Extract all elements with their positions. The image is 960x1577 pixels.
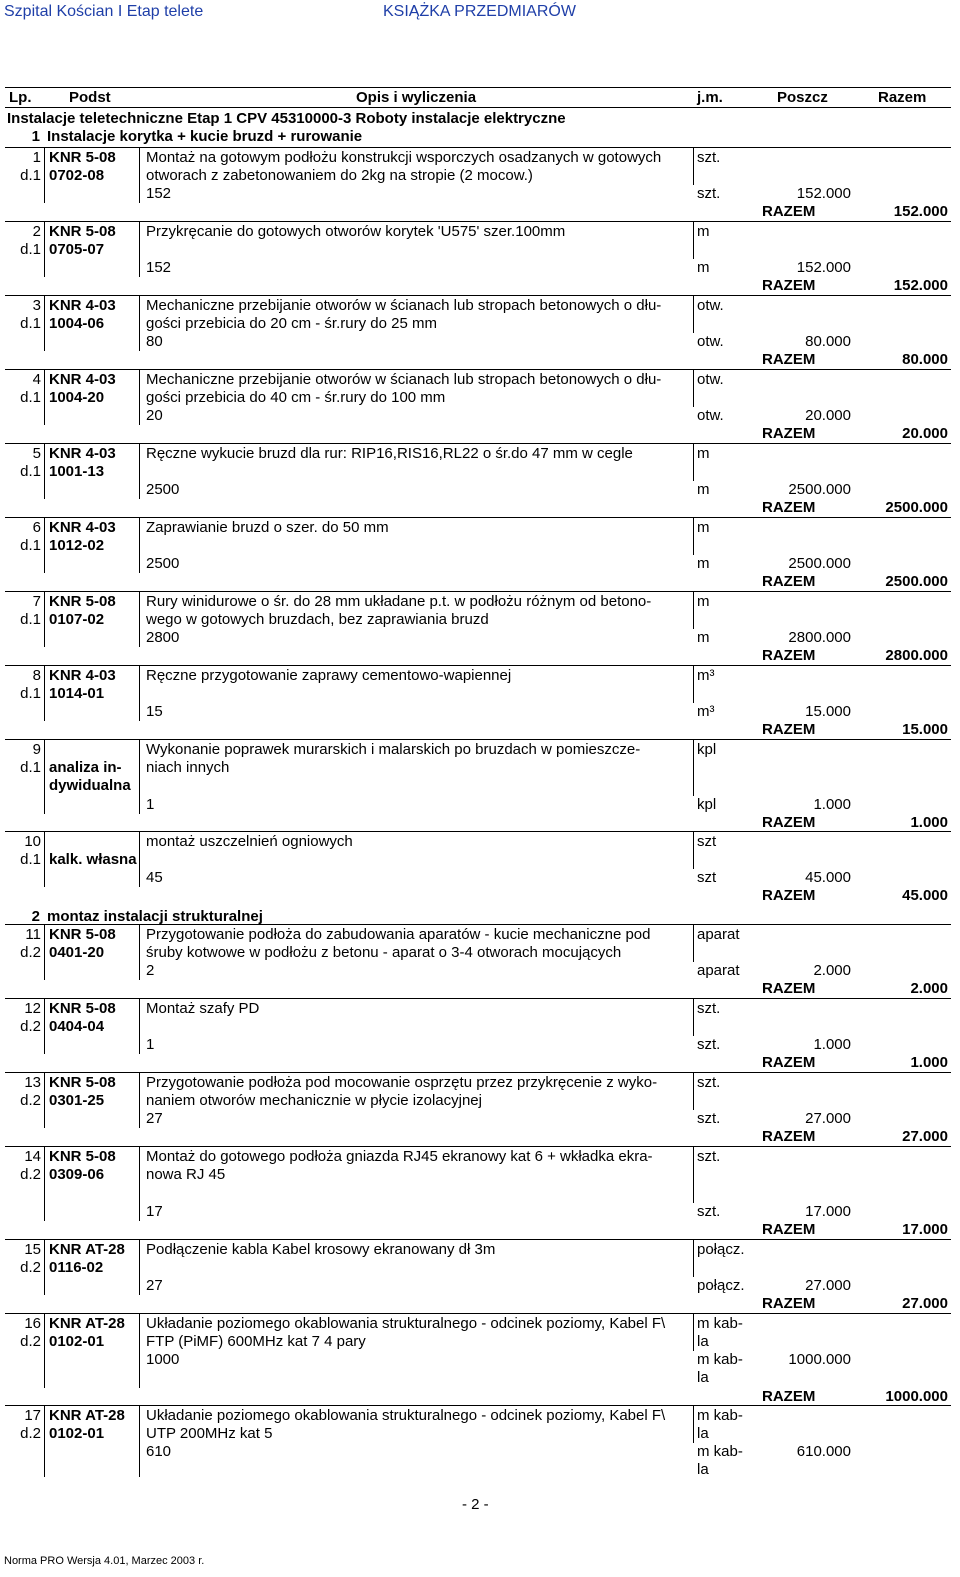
quantity-unit: m: [697, 629, 710, 646]
quantity-expression: 17: [146, 1203, 163, 1220]
position-description: Przygotowanie podłoża do zabudowania aparatów - kucie mechaniczne pod: [146, 926, 651, 943]
position-basis: KNR 4-03: [49, 297, 116, 314]
position-basis: KNR 5-08: [49, 926, 116, 943]
razem-total: 15.000: [902, 721, 948, 738]
position-basis: KNR AT-28: [49, 1241, 125, 1258]
razem-total: 2800.000: [885, 647, 948, 664]
column-divider: [139, 665, 140, 721]
position-number: 1: [32, 149, 41, 166]
column-divider: [139, 369, 140, 425]
position-chapter: d.1: [20, 759, 41, 776]
position-chapter: d.2: [20, 1425, 41, 1442]
razem-label: RAZEM: [762, 573, 816, 590]
position-unit: m kab-: [697, 1407, 743, 1424]
column-divider: [44, 1405, 45, 1477]
quantity-unit: szt.: [697, 1203, 721, 1220]
position-separator: [5, 998, 951, 999]
position-chapter: d.1: [20, 389, 41, 406]
column-divider: [44, 665, 45, 721]
position-unit: m: [697, 445, 710, 462]
position-description: Mechaniczne przebijanie otworów w ścianach lub stropach betonowych o dłu-: [146, 297, 662, 314]
razem-label: RAZEM: [762, 499, 816, 516]
table-header-bottom-rule: [5, 107, 951, 108]
razem-label: RAZEM: [762, 980, 816, 997]
column-divider: [693, 1405, 694, 1443]
position-basis: 0404-04: [49, 1018, 105, 1035]
quantity-subtotal: 27.000: [805, 1277, 851, 1294]
subsection-title: montaz instalacji strukturalnej: [47, 908, 263, 925]
column-divider: [44, 295, 45, 351]
position-basis: KNR 5-08: [49, 593, 116, 610]
quantity-expression: 2800: [146, 629, 180, 646]
column-divider: [693, 1239, 694, 1277]
razem-total: 1.000: [910, 814, 948, 831]
razem-label: RAZEM: [762, 1221, 816, 1238]
position-basis: 1004-06: [49, 315, 105, 332]
position-basis: KNR AT-28: [49, 1407, 125, 1424]
razem-total: 1.000: [910, 1054, 948, 1071]
position-separator: [5, 1313, 951, 1314]
position-description: Wykonanie poprawek murarskich i malarskich po bruzdach w pomieszcze-: [146, 741, 641, 758]
position-description: Rury winidurowe o śr. do 28 mm układane p.t. w podłożu różnym od betono-: [146, 593, 652, 610]
position-basis: KNR 5-08: [49, 149, 116, 166]
column-divider: [693, 443, 694, 481]
razem-total: 45.000: [902, 887, 948, 904]
quantity-subtotal: 1.000: [813, 1036, 851, 1053]
position-description: Przykręcanie do gotowych otworów korytek 'U575' szer.100mm: [146, 223, 566, 240]
position-separator: [5, 924, 951, 925]
position-basis: 1004-20: [49, 389, 105, 406]
position-separator: [5, 517, 951, 518]
position-unit: szt.: [697, 149, 721, 166]
quantity-subtotal: 152.000: [796, 259, 851, 276]
quantity-unit: la: [697, 1461, 709, 1478]
quantity-subtotal: 1.000: [813, 796, 851, 813]
position-separator: [5, 1146, 951, 1147]
column-divider: [693, 665, 694, 703]
position-description: Montaż szafy PD: [146, 1000, 260, 1017]
position-unit: połącz.: [697, 1241, 745, 1258]
position-separator: [5, 1239, 951, 1240]
position-number: 14: [24, 1148, 41, 1165]
position-basis: 1012-02: [49, 537, 105, 554]
quantity-unit: połącz.: [697, 1277, 745, 1294]
razem-label: RAZEM: [762, 425, 816, 442]
position-unit: m³: [697, 667, 715, 684]
quantity-subtotal: 2.000: [813, 962, 851, 979]
column-divider: [139, 443, 140, 499]
quantity-subtotal: 80.000: [805, 333, 851, 350]
column-divider: [44, 924, 45, 980]
quantity-expression: 152: [146, 259, 172, 276]
position-basis: 0301-25: [49, 1092, 105, 1109]
quantity-unit: la: [697, 1369, 709, 1386]
position-basis: 0401-20: [49, 944, 105, 961]
position-basis: 1014-01: [49, 685, 105, 702]
position-basis: KNR 5-08: [49, 1074, 116, 1091]
quantity-unit: szt.: [697, 1036, 721, 1053]
column-divider: [139, 591, 140, 647]
position-description: Montaż do gotowego podłoża gniazda RJ45 ekranowy kat 6 + wkładka ekra-: [146, 1148, 653, 1165]
position-description: Podłączenie kabla Kabel krosowy ekranowany dł 3m: [146, 1241, 496, 1258]
position-separator: [5, 1072, 951, 1073]
column-divider: [44, 831, 45, 887]
column-divider: [693, 1072, 694, 1110]
position-unit: szt.: [697, 1000, 721, 1017]
position-separator: [5, 147, 951, 148]
quantity-expression: 1000: [146, 1351, 180, 1368]
section-title: Instalacje teletechniczne Etap 1 CPV 45310000-3 Roboty instalacje elektryczne: [7, 110, 566, 127]
column-divider: [44, 443, 45, 499]
position-description: Układanie poziomego okablowania strukturalnego - odcinek poziomy, Kabel F\: [146, 1407, 666, 1424]
quantity-expression: 2: [146, 962, 155, 979]
position-number: 16: [24, 1315, 41, 1332]
column-divider: [139, 517, 140, 573]
subsection-title: Instalacje korytka + kucie bruzd + rurowanie: [47, 128, 363, 145]
position-unit: szt.: [697, 1148, 721, 1165]
document-header-left: Szpital Kościan I Etap telete: [4, 3, 204, 20]
position-basis: 0702-08: [49, 167, 105, 184]
quantity-expression: 20: [146, 407, 163, 424]
quantity-expression: 2500: [146, 555, 180, 572]
column-divider: [139, 998, 140, 1054]
column-divider: [139, 1405, 140, 1477]
column-divider: [693, 739, 694, 796]
column-divider: [44, 147, 45, 203]
position-chapter: d.1: [20, 167, 41, 184]
position-chapter: d.1: [20, 537, 41, 554]
position-unit: szt.: [697, 1074, 721, 1091]
position-basis: KNR 4-03: [49, 667, 116, 684]
position-unit: m: [697, 593, 710, 610]
razem-total: 2.000: [910, 980, 948, 997]
quantity-expression: 27: [146, 1277, 163, 1294]
position-unit: m: [697, 223, 710, 240]
quantity-subtotal: 27.000: [805, 1110, 851, 1127]
position-separator: [5, 369, 951, 370]
position-basis: KNR 4-03: [49, 445, 116, 462]
quantity-subtotal: 45.000: [805, 869, 851, 886]
razem-label: RAZEM: [762, 1388, 816, 1405]
position-description: Montaż na gotowym podłożu konstrukcji wsporczych osadzanych w gotowych: [146, 149, 662, 166]
quantity-unit: aparat: [697, 962, 740, 979]
quantity-unit: otw.: [697, 407, 724, 424]
quantity-expression: 15: [146, 703, 163, 720]
position-chapter: d.2: [20, 1259, 41, 1276]
position-description: FTP (PiMF) 600MHz kat 7 4 pary: [146, 1333, 366, 1350]
quantity-unit: szt: [697, 869, 717, 886]
razem-total: 2500.000: [885, 499, 948, 516]
position-basis: 0102-01: [49, 1333, 105, 1350]
column-divider: [44, 1313, 45, 1388]
quantity-subtotal: 1000.000: [788, 1351, 851, 1368]
position-number: 3: [32, 297, 41, 314]
position-unit: la: [697, 1425, 709, 1442]
position-number: 17: [24, 1407, 41, 1424]
position-description: wego w gotowych bruzdach, bez zaprawiania bruzd: [146, 611, 489, 628]
position-basis: KNR 4-03: [49, 519, 116, 536]
column-divider: [139, 1239, 140, 1295]
quantity-unit: kpl: [697, 796, 717, 813]
quantity-expression: 27: [146, 1110, 163, 1127]
position-basis: KNR 5-08: [49, 223, 116, 240]
position-chapter: d.1: [20, 611, 41, 628]
position-unit: m: [697, 519, 710, 536]
position-basis: KNR 5-08: [49, 1148, 116, 1165]
column-divider: [693, 147, 694, 185]
quantity-expression: 2500: [146, 481, 180, 498]
quantity-expression: 610: [146, 1443, 172, 1460]
position-description: UTP 200MHz kat 5: [146, 1425, 273, 1442]
position-separator: [5, 831, 951, 832]
position-basis: KNR 5-08: [49, 1000, 116, 1017]
position-basis: 0116-02: [49, 1259, 104, 1276]
position-chapter: d.1: [20, 463, 41, 480]
page-number: - 2 -: [462, 1496, 489, 1513]
column-divider: [693, 924, 694, 962]
position-unit: otw.: [697, 297, 724, 314]
quantity-unit: m: [697, 259, 710, 276]
position-basis: 0309-06: [49, 1166, 105, 1183]
position-basis: 0102-01: [49, 1425, 105, 1442]
position-unit: otw.: [697, 371, 724, 388]
razem-total: 27.000: [902, 1295, 948, 1312]
document-header-title: KSIĄŻKA PRZEDMIARÓW: [383, 3, 576, 20]
razem-total: 80.000: [902, 351, 948, 368]
position-chapter: d.2: [20, 1018, 41, 1035]
position-description: gości przebicia do 40 cm - śr.rury do 100 mm: [146, 389, 446, 406]
position-chapter: d.1: [20, 315, 41, 332]
position-separator: [5, 443, 951, 444]
position-description: Przygotowanie podłoża pod mocowanie osprzętu przez przykręcenie z wyko-: [146, 1074, 658, 1091]
column-divider: [693, 517, 694, 555]
column-divider: [139, 221, 140, 277]
quantity-subtotal: 2500.000: [788, 555, 851, 572]
quantity-unit: szt.: [697, 1110, 721, 1127]
position-unit: aparat: [697, 926, 740, 943]
quantity-unit: m: [697, 555, 710, 572]
position-separator: [5, 591, 951, 592]
razem-label: RAZEM: [762, 1128, 816, 1145]
quantity-unit: otw.: [697, 333, 724, 350]
column-divider: [44, 517, 45, 573]
column-divider: [693, 1313, 694, 1351]
table-header-top-rule: [5, 87, 951, 88]
column-header-podst: Podst: [69, 89, 111, 106]
column-divider: [44, 998, 45, 1054]
position-number: 12: [24, 1000, 41, 1017]
quantity-subtotal: 2500.000: [788, 481, 851, 498]
position-description: montaż uszczelnień ogniowych: [146, 833, 353, 850]
position-unit: szt: [697, 833, 717, 850]
position-basis: dywidualna: [49, 777, 131, 794]
position-description: Zaprawianie bruzd o szer. do 50 mm: [146, 519, 389, 536]
footer-software-note: Norma PRO Wersja 4.01, Marzec 2003 r.: [4, 1555, 205, 1567]
position-description: gości przebicia do 20 cm - śr.rury do 25 mm: [146, 315, 437, 332]
razem-label: RAZEM: [762, 351, 816, 368]
razem-label: RAZEM: [762, 1054, 816, 1071]
column-divider: [693, 295, 694, 333]
position-chapter: d.2: [20, 944, 41, 961]
position-separator: [5, 221, 951, 222]
position-unit: la: [697, 1333, 709, 1350]
razem-total: 17.000: [902, 1221, 948, 1238]
column-divider: [693, 221, 694, 259]
quantity-subtotal: 610.000: [796, 1443, 851, 1460]
column-divider: [44, 1239, 45, 1295]
position-description: naniem otworów mechanicznie w płycie izolacyjnej: [146, 1092, 482, 1109]
column-divider: [44, 369, 45, 425]
position-unit: kpl: [697, 741, 717, 758]
position-unit: m kab-: [697, 1315, 743, 1332]
quantity-subtotal: 20.000: [805, 407, 851, 424]
column-divider: [139, 1072, 140, 1128]
position-number: 2: [32, 223, 41, 240]
position-separator: [5, 665, 951, 666]
position-basis: KNR 4-03: [49, 371, 116, 388]
razem-label: RAZEM: [762, 887, 816, 904]
position-separator: [5, 739, 951, 740]
position-description: śruby kotwowe w podłożu z betonu - aparat o 3-4 otworach mocujących: [146, 944, 622, 961]
position-chapter: d.2: [20, 1092, 41, 1109]
position-chapter: d.2: [20, 1166, 41, 1183]
position-description: Układanie poziomego okablowania strukturalnego - odcinek poziomy, Kabel F\: [146, 1315, 666, 1332]
position-description: Ręczne wykucie bruzd dla rur: RIP16,RIS16,RL22 o śr.do 47 mm w cegle: [146, 445, 633, 462]
quantity-unit: m kab-: [697, 1351, 743, 1368]
quantity-subtotal: 152.000: [796, 185, 851, 202]
position-number: 6: [32, 519, 41, 536]
quantity-subtotal: 15.000: [805, 703, 851, 720]
razem-label: RAZEM: [762, 1295, 816, 1312]
razem-total: 1000.000: [885, 1388, 948, 1405]
quantity-subtotal: 17.000: [805, 1203, 851, 1220]
position-number: 7: [32, 593, 41, 610]
column-divider: [139, 1313, 140, 1388]
column-divider: [693, 369, 694, 407]
column-header-opis: Opis i wyliczenia: [356, 89, 477, 106]
position-basis: kalk. własna: [49, 851, 137, 868]
column-divider: [693, 831, 694, 869]
position-number: 4: [32, 371, 41, 388]
position-description: niach innych: [146, 759, 230, 776]
position-description: Mechaniczne przebijanie otworów w ścianach lub stropach betonowych o dłu-: [146, 371, 662, 388]
column-divider: [44, 221, 45, 277]
quantity-unit: m kab-: [697, 1443, 743, 1460]
position-basis: 1001-13: [49, 463, 105, 480]
position-separator: [5, 295, 951, 296]
quantity-expression: 1: [146, 796, 155, 813]
column-divider: [139, 831, 140, 887]
position-number: 15: [24, 1241, 41, 1258]
column-divider: [44, 739, 45, 814]
column-divider: [139, 1146, 140, 1221]
razem-total: 152.000: [893, 203, 948, 220]
position-separator: [5, 1405, 951, 1406]
quantity-unit: m³: [697, 703, 715, 720]
column-divider: [139, 295, 140, 351]
razem-total: 27.000: [902, 1128, 948, 1145]
quantity-subtotal: 2800.000: [788, 629, 851, 646]
position-basis: 0107-02: [49, 611, 105, 628]
position-number: 5: [32, 445, 41, 462]
position-number: 11: [25, 926, 41, 943]
column-divider: [44, 1146, 45, 1221]
razem-total: 2500.000: [885, 573, 948, 590]
column-header-jm: j.m.: [697, 89, 723, 106]
razem-label: RAZEM: [762, 721, 816, 738]
quantity-unit: szt.: [697, 185, 721, 202]
position-description: Ręczne przygotowanie zaprawy cementowo-wapiennej: [146, 667, 512, 684]
position-description: otworach z zabetonowaniem do 2kg na stropie (2 mocow.): [146, 167, 533, 184]
column-header-razem: Razem: [878, 89, 927, 106]
position-number: 8: [32, 667, 41, 684]
column-divider: [44, 591, 45, 647]
quantity-unit: m: [697, 481, 710, 498]
quantity-expression: 152: [146, 185, 172, 202]
column-divider: [693, 591, 694, 629]
position-chapter: d.1: [20, 685, 41, 702]
quantity-expression: 45: [146, 869, 163, 886]
column-divider: [139, 739, 140, 814]
position-basis: 0705-07: [49, 241, 105, 258]
position-basis: KNR AT-28: [49, 1315, 125, 1332]
column-divider: [693, 1146, 694, 1203]
position-chapter: d.1: [20, 851, 41, 868]
subsection-number: 2: [31, 908, 40, 925]
column-divider: [139, 147, 140, 203]
razem-total: 20.000: [902, 425, 948, 442]
razem-label: RAZEM: [762, 647, 816, 664]
column-header-lp: Lp.: [9, 89, 32, 106]
razem-label: RAZEM: [762, 203, 816, 220]
quantity-expression: 80: [146, 333, 163, 350]
column-divider: [139, 924, 140, 980]
quantity-expression: 1: [146, 1036, 155, 1053]
position-number: 13: [24, 1074, 41, 1091]
position-chapter: d.1: [20, 241, 41, 258]
position-basis: analiza in-: [49, 759, 122, 776]
column-header-poszcz: Poszcz: [777, 89, 828, 106]
position-number: 9: [32, 741, 41, 758]
column-divider: [44, 1072, 45, 1128]
razem-label: RAZEM: [762, 277, 816, 294]
razem-total: 152.000: [893, 277, 948, 294]
position-number: 10: [24, 833, 41, 850]
position-description: nowa RJ 45: [146, 1166, 226, 1183]
razem-label: RAZEM: [762, 814, 816, 831]
column-divider: [693, 998, 694, 1036]
subsection-number: 1: [31, 128, 40, 145]
position-chapter: d.2: [20, 1333, 41, 1350]
